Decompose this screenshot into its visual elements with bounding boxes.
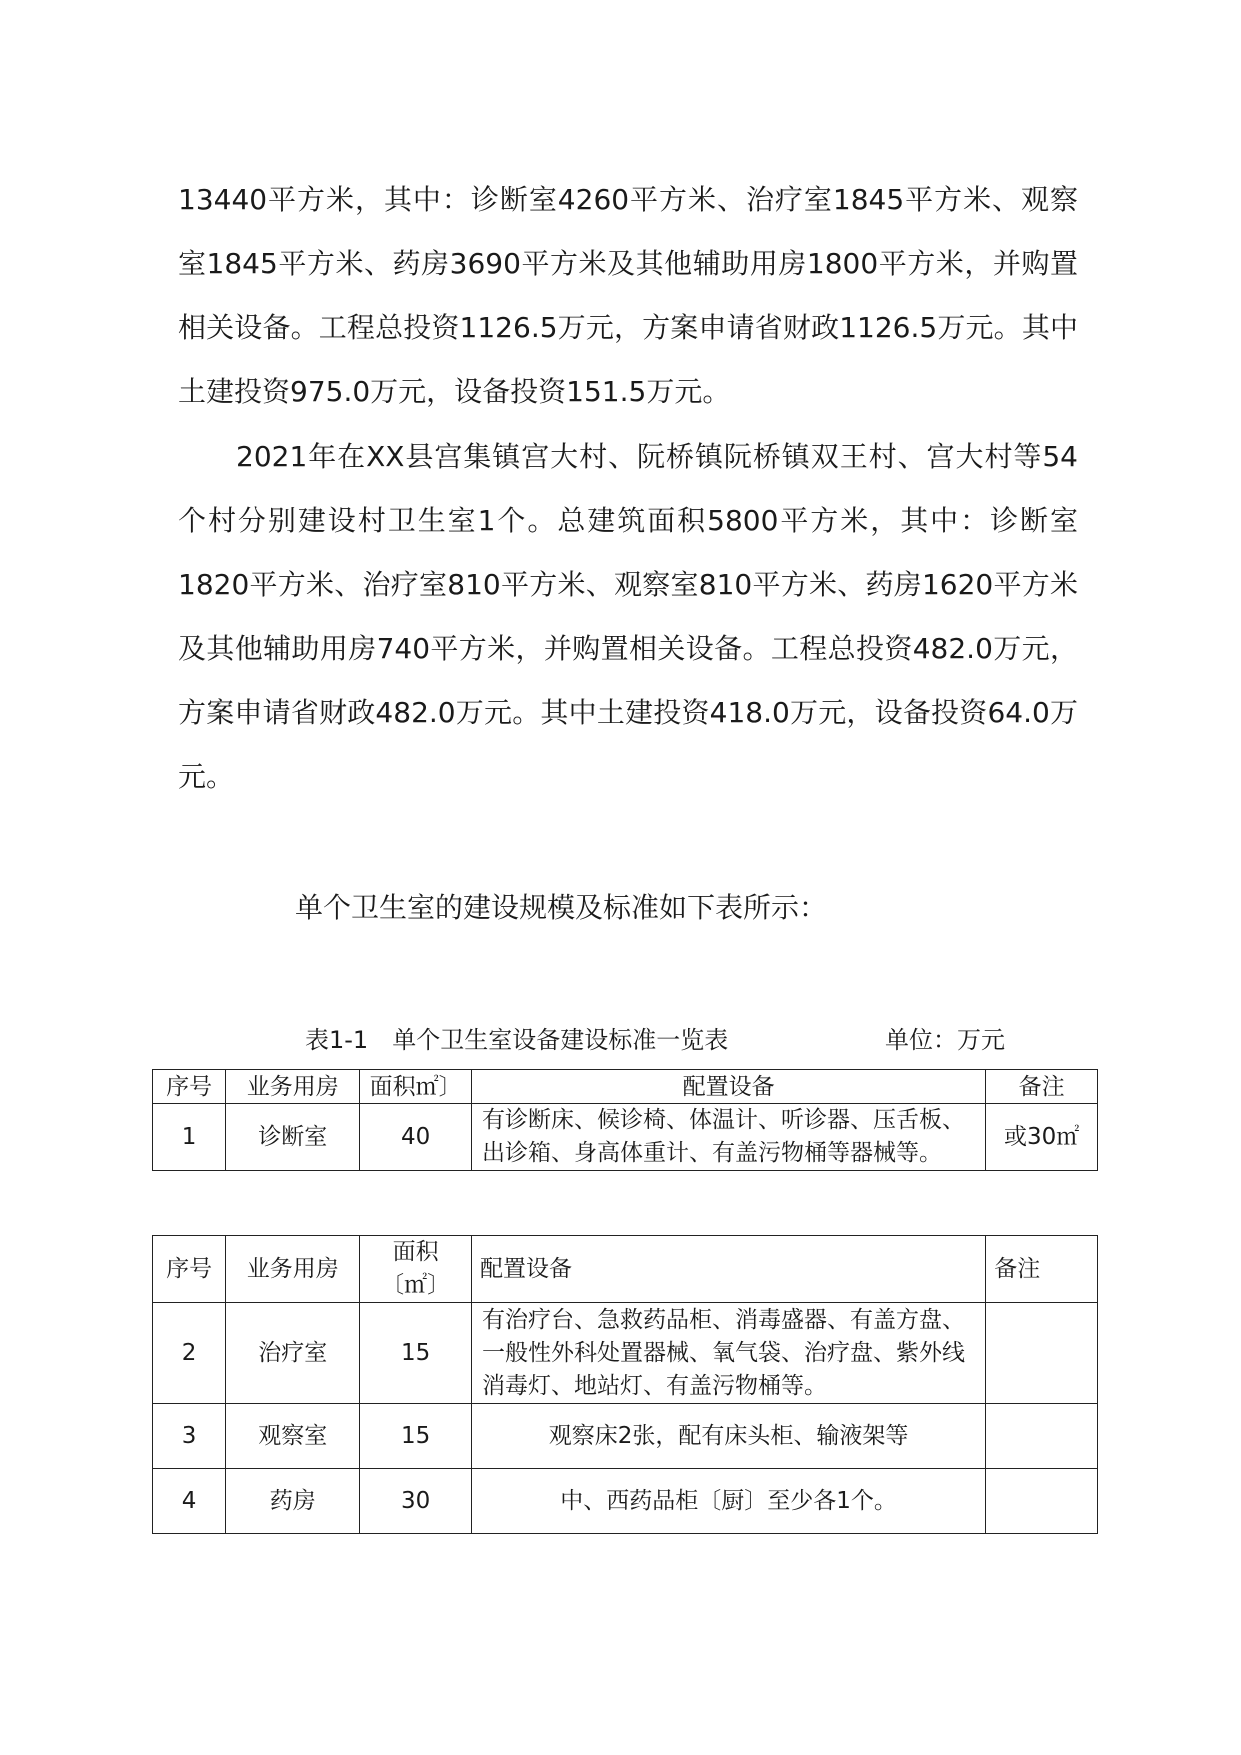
paragraph-1: 13440平方米，其中：诊断室4260平方米、治疗室1845平方米、观察室1845平方米、药房3690平方米及其他辅助用房1800平方米，并购置相关设备。工程总投资1126.5万元，方案申请省财政1126.5万元。其中土建投资975.0万元，设备投资151.5万元。 bbox=[178, 183, 1078, 408]
cell-equipment: 中、西药品柜〔厨〕至少各1个。 bbox=[472, 1469, 986, 1534]
header-area: 面积〔㎡〕 bbox=[360, 1236, 472, 1303]
header-remark: 备注 bbox=[986, 1236, 1098, 1303]
cell-area: 30 bbox=[360, 1469, 472, 1534]
cell-remark bbox=[986, 1303, 1098, 1404]
paragraph-2: 2021年在XX县宫集镇宫大村、阮桥镇阮桥镇双王村、宫大村等54个村分别建设村卫生室1个。总建筑面积5800平方米，其中：诊断室1820平方米、治疗室810平方米、观察室810平方米、药房1620平方米及其他辅助用房740平方米，并购置相关设备。工程总投资482.0万元，方案申请省财政482.0万元。其中土建投资418.0万元，设备投资64.0万元。 bbox=[178, 440, 1078, 793]
cell-index: 2 bbox=[153, 1303, 226, 1404]
cell-room: 治疗室 bbox=[226, 1303, 360, 1404]
header-equipment: 配置设备 bbox=[472, 1236, 986, 1303]
equipment-table-1 bbox=[152, 1069, 1098, 1171]
table-row bbox=[153, 1469, 1098, 1534]
cell-room: 药房 bbox=[226, 1469, 360, 1534]
cell-area: 15 bbox=[360, 1404, 472, 1469]
table-caption-unit: 单位：万元 bbox=[885, 1026, 1005, 1054]
table-header-row bbox=[153, 1070, 1098, 1104]
cell-room: 观察室 bbox=[226, 1404, 360, 1469]
cell-index: 3 bbox=[153, 1404, 226, 1469]
cell-room: 诊断室 bbox=[226, 1104, 360, 1171]
cell-equipment: 有诊断床、候诊椅、体温计、听诊器、压舌板、出诊箱、身高体重计、有盖污物桶等器械等。 bbox=[472, 1104, 986, 1171]
table-header-row bbox=[153, 1236, 1098, 1303]
header-room: 业务用房 bbox=[226, 1070, 360, 1104]
cell-area: 40 bbox=[360, 1104, 472, 1171]
table-row bbox=[153, 1104, 1098, 1171]
cell-remark: 或30㎡ bbox=[986, 1104, 1098, 1171]
header-index: 序号 bbox=[153, 1070, 226, 1104]
cell-area: 15 bbox=[360, 1303, 472, 1404]
cell-index: 1 bbox=[153, 1104, 226, 1171]
header-area: 面积㎡〕 bbox=[360, 1070, 472, 1104]
header-equipment: 配置设备 bbox=[472, 1070, 986, 1104]
header-remark: 备注 bbox=[986, 1070, 1098, 1104]
header-index: 序号 bbox=[153, 1236, 226, 1303]
cell-remark bbox=[986, 1404, 1098, 1469]
table-intro: 单个卫生室的建设规模及标准如下表所示： bbox=[295, 891, 828, 924]
cell-equipment: 观察床2张，配有床头柜、输液架等 bbox=[472, 1404, 986, 1469]
cell-remark bbox=[986, 1469, 1098, 1534]
table-row bbox=[153, 1303, 1098, 1404]
table-row bbox=[153, 1404, 1098, 1469]
cell-equipment: 有治疗台、急救药品柜、消毒盛器、有盖方盘、一般性外科处置器械、氧气袋、治疗盘、紫外线消毒灯、地站灯、有盖污物桶等。 bbox=[472, 1303, 986, 1404]
equipment-table-2 bbox=[152, 1235, 1098, 1534]
header-room: 业务用房 bbox=[226, 1236, 360, 1303]
cell-index: 4 bbox=[153, 1469, 226, 1534]
table-caption-title: 表1-1 单个卫生室设备建设标准一览表 bbox=[305, 1026, 729, 1054]
